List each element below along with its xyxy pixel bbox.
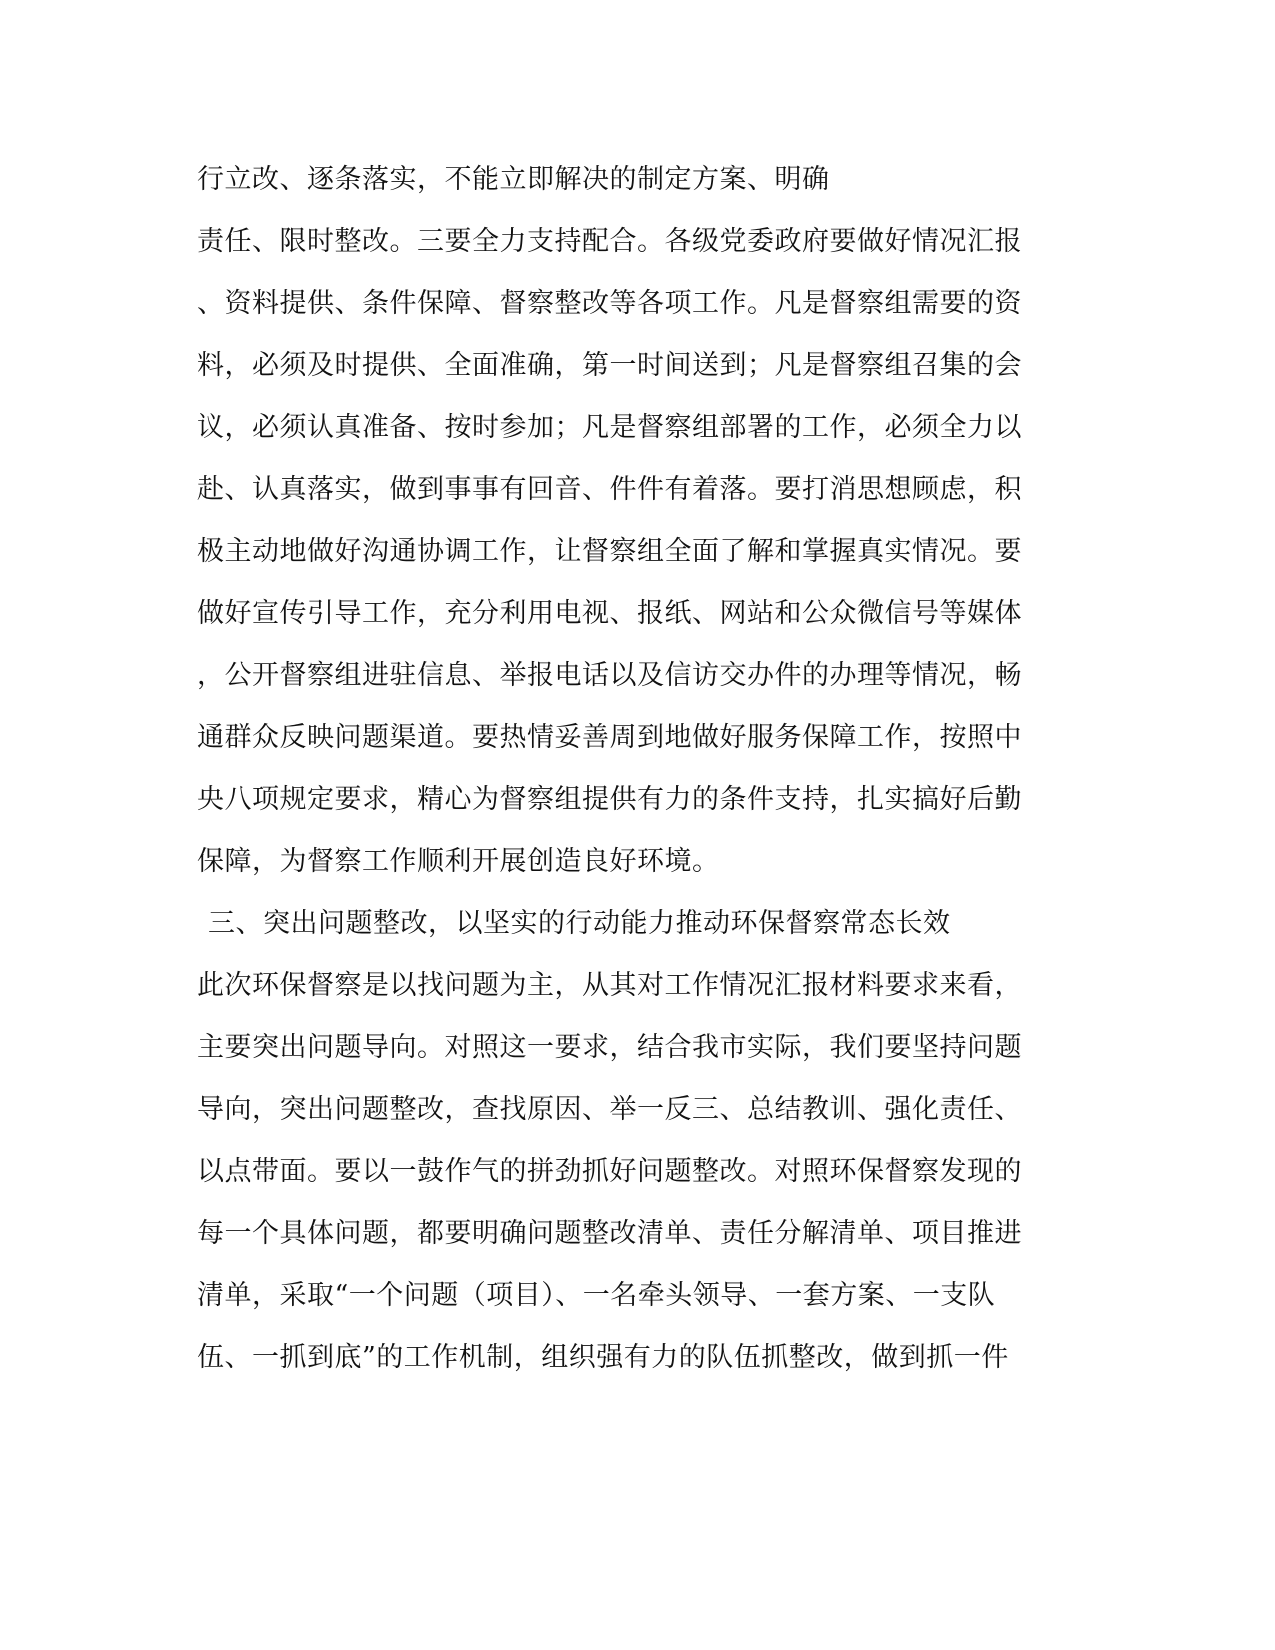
- text-line-19: 清单，采取“一个问题（项目）、一名牵头领导、一套方案、一支队: [197, 1280, 996, 1311]
- text-line-6: 赴、认真落实，做到事事有回音、件件有着落。要打消思想顾虑，积: [197, 474, 1022, 505]
- text-line-10: 通群众反映问题渠道。要热情妥善周到地做好服务保障工作，按照中: [197, 722, 1022, 753]
- text-line-7: 极主动地做好沟通协调工作，让督察组全面了解和掌握真实情况。要: [197, 536, 1022, 567]
- text-line-3: 、资料提供、条件保障、督察整改等各项工作。凡是督察组需要的资: [197, 288, 1022, 319]
- text-line-5: 议，必须认真准备、按时参加；凡是督察组部署的工作，必须全力以: [197, 412, 1022, 443]
- text-line-9: ，公开督察组进驻信息、举报电话以及信访交办件的办理等情况，畅: [197, 660, 1022, 691]
- text-line-16: 导向，突出问题整改，查找原因、举一反三、总结教训、强化责任、: [197, 1094, 1022, 1125]
- text-line-17: 以点带面。要以一鼓作气的拼劲抓好问题整改。对照环保督察发现的: [197, 1156, 1022, 1187]
- section-heading: 三、突出问题整改，以坚实的行动能力推动环保督察常态长效: [208, 908, 951, 939]
- text-line-1: 行立改、逐条落实，不能立即解决的制定方案、明确: [197, 164, 830, 195]
- text-line-20: 伍、一抓到底”的工作机制，组织强有力的队伍抓整改，做到抓一件: [197, 1342, 1009, 1373]
- text-line-11: 央八项规定要求，精心为督察组提供有力的条件支持，扎实搞好后勤: [197, 784, 1022, 815]
- text-line-15: 主要突出问题导向。对照这一要求，结合我市实际，我们要坚持问题: [197, 1032, 1022, 1063]
- text-line-18: 每一个具体问题，都要明确问题整改清单、责任分解清单、项目推进: [197, 1218, 1022, 1249]
- text-line-2: 责任、限时整改。三要全力支持配合。各级党委政府要做好情况汇报: [197, 226, 1022, 257]
- text-line-4: 料，必须及时提供、全面准确，第一时间送到；凡是督察组召集的会: [197, 350, 1022, 381]
- text-line-14: 此次环保督察是以找问题为主，从其对工作情况汇报材料要求来看，: [197, 970, 1022, 1001]
- text-line-12: 保障，为督察工作顺利开展创造良好环境。: [197, 846, 720, 877]
- text-line-8: 做好宣传引导工作，充分利用电视、报纸、网站和公众微信号等媒体: [197, 598, 1022, 629]
